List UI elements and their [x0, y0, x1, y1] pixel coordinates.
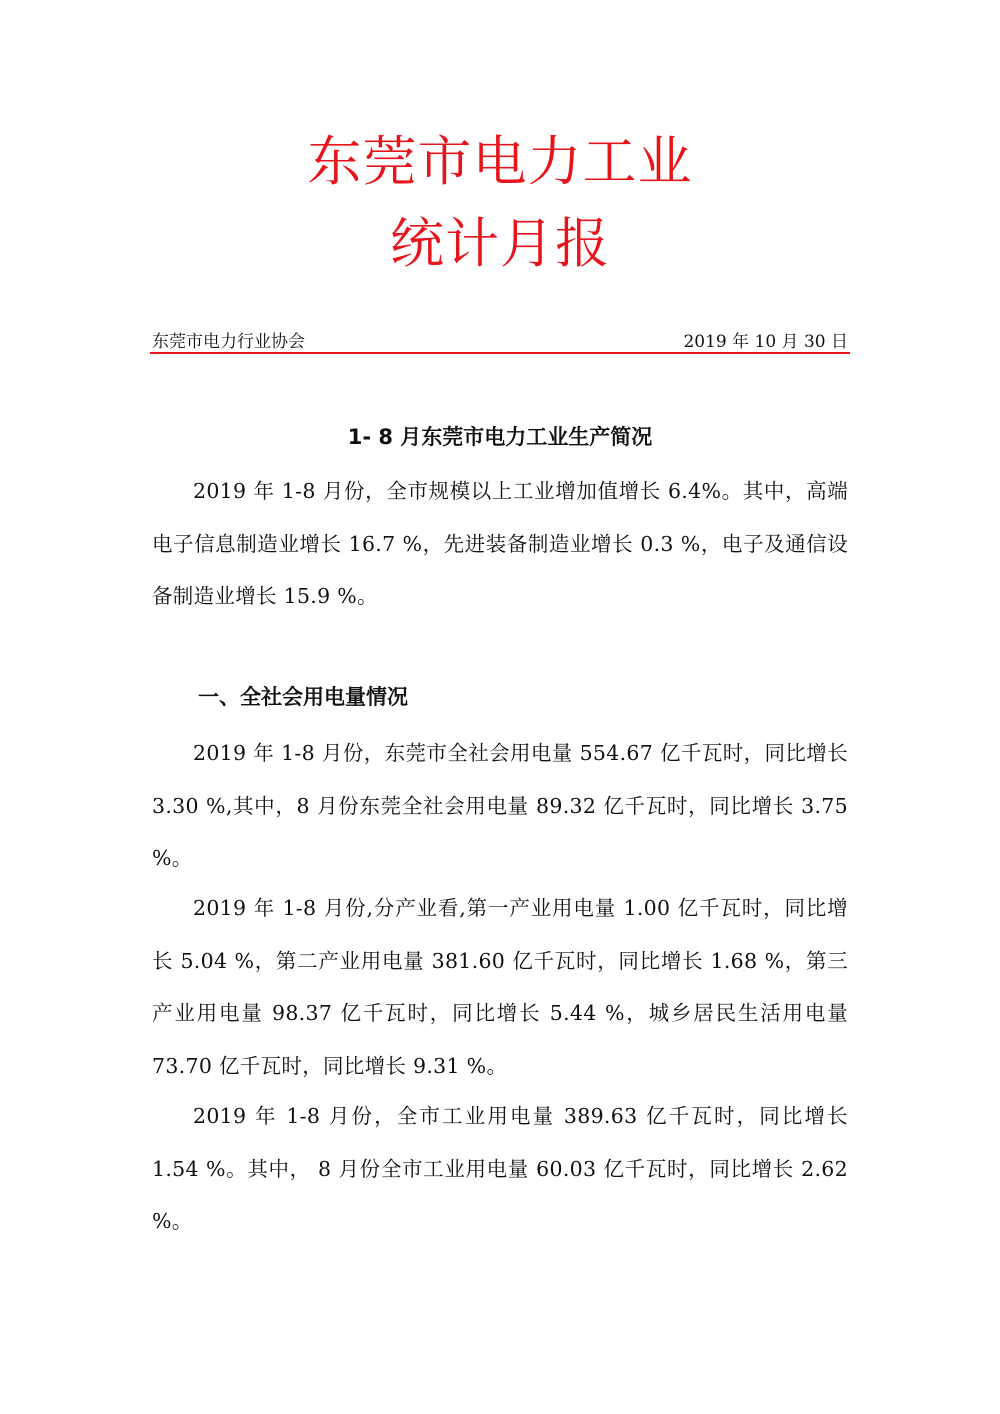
- masthead-bar: [152, 330, 848, 354]
- report-heading: 1- 8 月东莞市电力工业生产简况: [347, 425, 653, 449]
- section-paragraph-by-industry: 2019 年 1-8 月份,分产业看,第一产业用电量 1.00 亿千瓦时，同比增长 5.04 %，第二产业用电量 381.60 亿千瓦时，同比增长 1.68 %，第三产业用电量 98.37 亿千瓦时，同比增长 5.44 %，城乡居民生活用电量 73.70 亿千瓦时，同比增长 9.31 %。: [152, 896, 848, 1078]
- report-title-line-2: 统计月报: [390, 212, 610, 275]
- section-heading-electricity: 一、全社会用电量情况: [198, 685, 408, 709]
- masthead-red-rule: [150, 352, 850, 354]
- intro-paragraph: 2019 年 1-8 月份，全市规模以上工业增加值增长 6.4%。其中，高端电子信息制造业增长 16.7 %，先进装备制造业增长 0.3 %，电子及通信设备制造业增长 15.9 %。: [152, 479, 848, 608]
- issuing-organization: 东莞市电力行业协会: [152, 332, 305, 352]
- section-paragraph-industrial-consumption: 2019 年 1-8 月份，全市工业用电量 389.63 亿千瓦时，同比增长 1.54 %。其中， 8 月份全市工业用电量 60.03 亿千瓦时，同比增长 2.62 %。: [152, 1104, 848, 1233]
- section-paragraph-total-consumption: 2019 年 1-8 月份，东莞市全社会用电量 554.67 亿千瓦时，同比增长 3.30 %,其中，8 月份东莞全社会用电量 89.32 亿千瓦时，同比增长 3.75 %。: [152, 741, 848, 870]
- issue-date: 2019 年 10 月 30 日: [683, 332, 848, 352]
- report-title-line-1: 东莞市电力工业: [307, 130, 693, 193]
